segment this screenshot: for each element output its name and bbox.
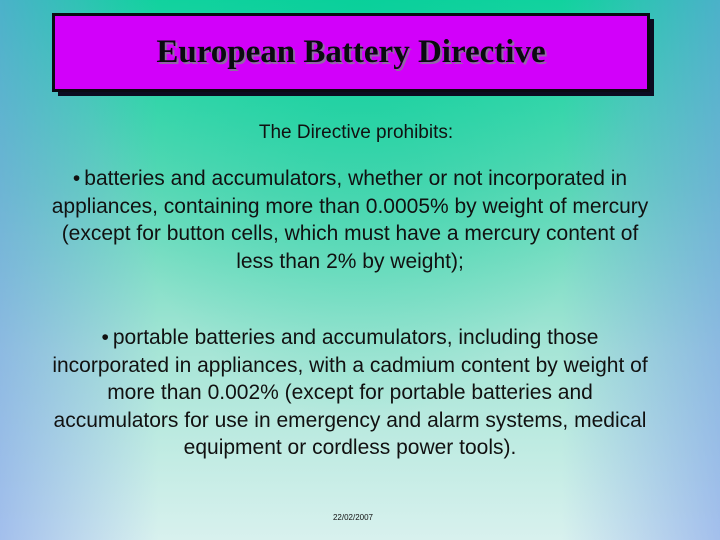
bullet-item-cadmium (50, 324, 650, 462)
title-box (52, 13, 650, 92)
intro-text: The Directive prohibits: (258, 122, 454, 143)
bullet-item-mercury (50, 165, 650, 275)
bullet-text: portable batteries and accumulators, including those incorporated in appliances, with a cadmium content by weight of more than 0.002% (except for portable batteries and accumulators for use in emergency and alarm systems, medical equipment or cordless power tools). (52, 326, 648, 459)
footer-date: 22/02/2007 (332, 513, 374, 522)
bullet-icon: • (72, 167, 81, 190)
bullet-icon: • (101, 326, 109, 349)
slide-title: European Battery Directive (156, 34, 546, 70)
bullet-text: batteries and accumulators, whether or not incorporated in appliances, containing more than 0.0005% by weight of mercury (except for button cells, which must have a mercury content of less than 2% by weight); (51, 167, 649, 273)
